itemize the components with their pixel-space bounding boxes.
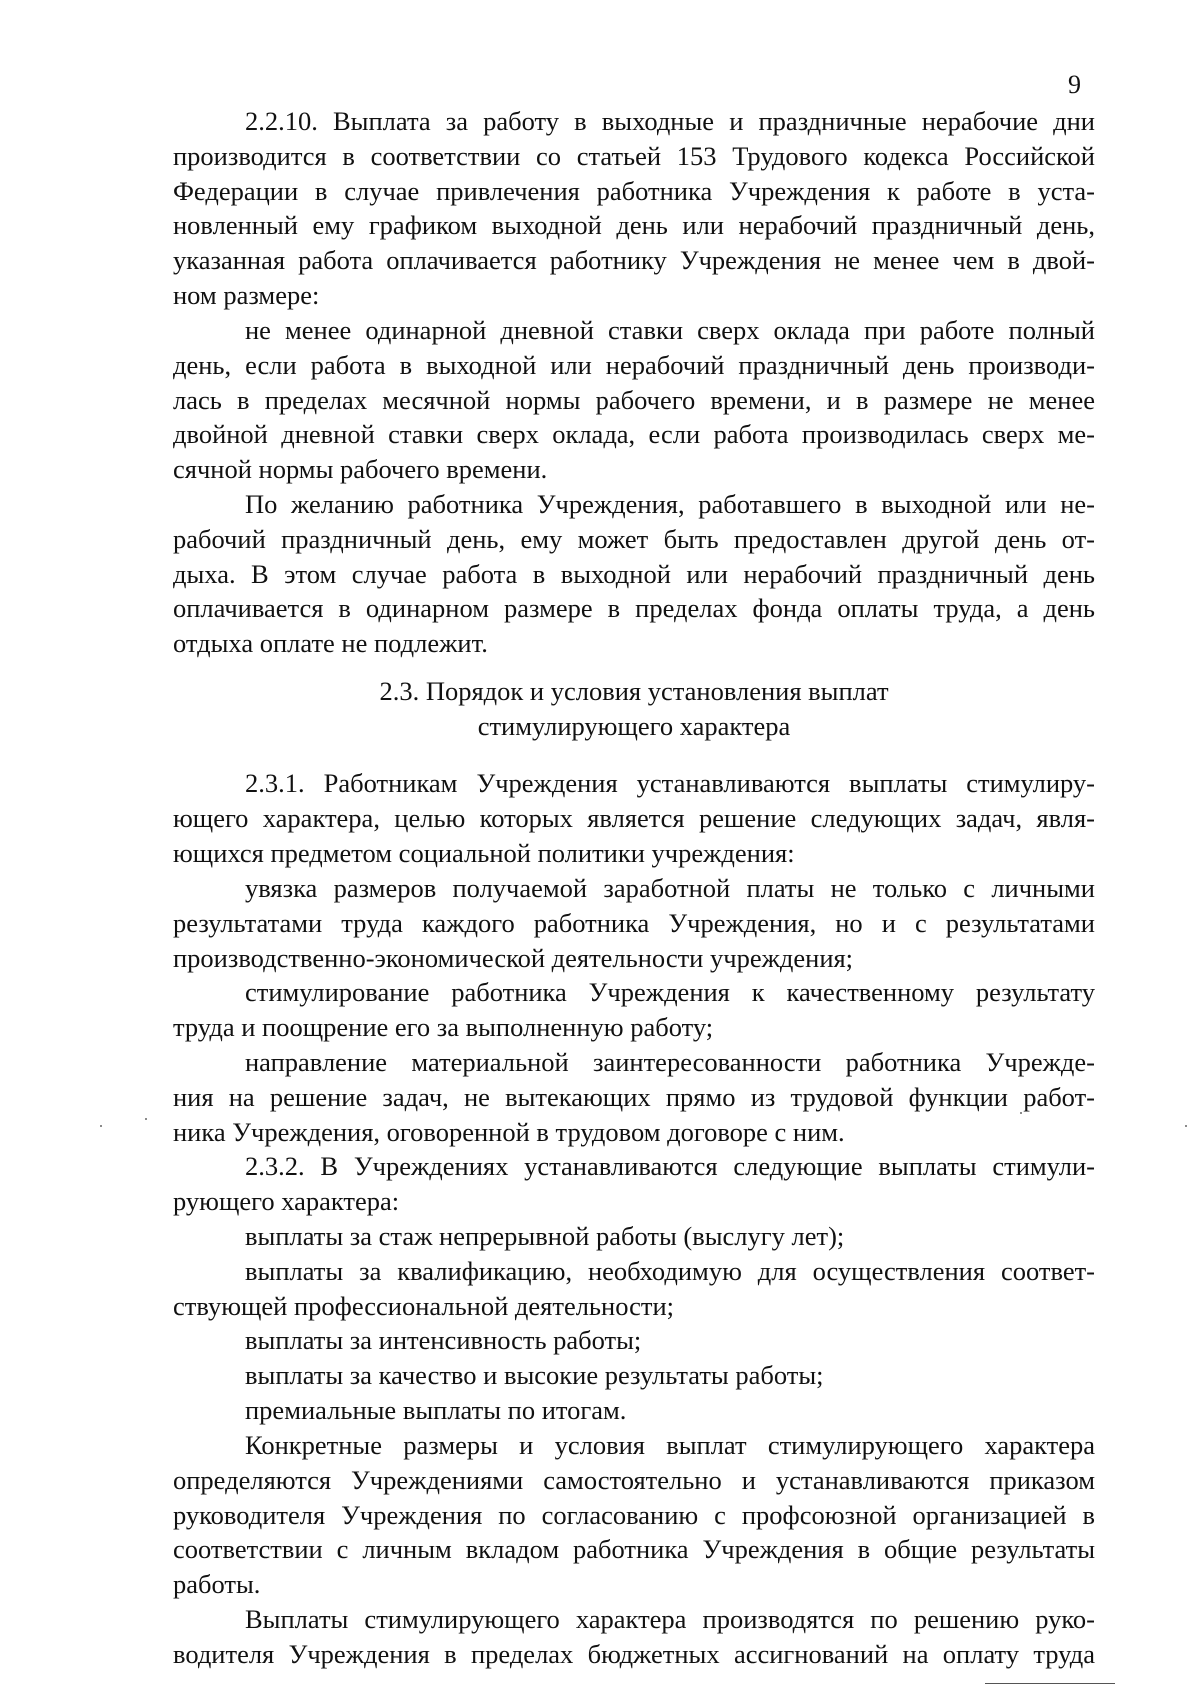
text-line: ника Учреждения, оговоренной в трудовом договоре с ним.	[173, 1116, 845, 1147]
paragraph-2-3-2	[173, 1149, 1095, 1219]
text-line: рабочий праздничный день, ему может быть предоставлен другой день от-	[173, 523, 1095, 554]
text-line: руководителя Учреждения по согласованию с профсоюзной организацией в	[173, 1499, 1095, 1530]
text-line: По желанию работника Учреждения, работавшего в выходной или не-	[245, 489, 1095, 519]
text-line: 2.3.1. Работникам Учреждения устанавливаются выплаты стимулиру-	[245, 768, 1095, 798]
text-line: оплачивается в одинарном размере в пределах фонда оплаты труда, а день	[173, 593, 1095, 624]
text-line: стимулирование работника Учреждения к качественному результату	[245, 977, 1095, 1007]
section-heading	[173, 674, 1095, 744]
scan-speck	[1185, 1125, 1187, 1127]
text-line: определяются Учреждениями самостоятельно и устанавливаются приказом	[173, 1464, 1095, 1495]
text-line: увязка размеров получаемой заработной платы не только с личными	[245, 873, 1095, 903]
text-line: выплаты за квалификацию, необходимую для осуществления соответ-	[245, 1256, 1095, 1286]
text-line: направление материальной заинтересованности работника Учрежде-	[245, 1047, 1095, 1077]
text-line: ном размере:	[173, 279, 320, 310]
paragraph-minimum-rate	[173, 313, 1095, 487]
list-item-qualification	[173, 1254, 1095, 1324]
list-item-bonus	[173, 1393, 1095, 1428]
text-line: день, если работа в выходной или нерабочий праздничный день производи-	[173, 349, 1095, 380]
text-line: лась в пределах месячной нормы рабочего времени, и в размере не менее	[173, 384, 1095, 415]
text-line: ющихся предметом социальной политики учреждения:	[173, 837, 795, 868]
text-line: труда и поощрение его за выполненную работу;	[173, 1011, 714, 1042]
scan-speck	[1020, 1112, 1022, 1114]
text-line: выплаты за интенсивность работы;	[245, 1325, 642, 1355]
text-line: Выплаты стимулирующего характера производятся по решению руко-	[245, 1604, 1095, 1634]
paragraph-specific-amounts	[173, 1428, 1095, 1602]
text-line: ющего характера, целью которых является решение следующих задач, явля-	[173, 802, 1095, 833]
text-line: премиальные выплаты по итогам.	[245, 1395, 627, 1425]
paragraph-decision	[173, 1602, 1095, 1672]
text-line: указанная работа оплачивается работнику Учреждения не менее чем в двой-	[173, 245, 1095, 276]
paragraph-direction	[173, 1045, 1095, 1149]
bottom-rule	[985, 1683, 1115, 1684]
page-number: 9	[1068, 70, 1081, 99]
paragraph-day-off	[173, 487, 1095, 661]
text-line: сячной нормы рабочего времени.	[173, 454, 548, 485]
text-line: производственно-экономической деятельности учреждения;	[173, 942, 854, 973]
text-line: производится в соответствии со статьей 153 Трудового кодекса Российской	[173, 140, 1095, 171]
paragraph-2-2-10	[173, 104, 1095, 313]
heading-line: 2.3. Порядок и условия установления выплат	[379, 676, 889, 706]
text-line: отдыха оплате не подлежит.	[173, 628, 488, 659]
text-line: Конкретные размеры и условия выплат стимулирующего характера	[245, 1430, 1095, 1460]
text-line: выплаты за качество и высокие результаты работы;	[245, 1360, 824, 1390]
text-line: ния на решение задач, не вытекающих прямо из трудовой функции работ-	[173, 1081, 1095, 1112]
text-line: рующего характера:	[173, 1185, 400, 1216]
scan-speck	[100, 1125, 102, 1127]
paragraph-2-3-1	[173, 766, 1095, 870]
text-line: дыха. В этом случае работа в выходной или нерабочий праздничный день	[173, 558, 1095, 589]
list-item-quality	[173, 1358, 1095, 1393]
text-line: работы.	[173, 1569, 261, 1600]
heading-line: стимулирующего характера	[477, 710, 791, 741]
scan-speck	[145, 1118, 147, 1120]
text-line: водителя Учреждения в пределах бюджетных ассигнований на оплату труда	[173, 1638, 1095, 1669]
text-line: 2.3.2. В Учреждениях устанавливаются следующие выплаты стимули-	[245, 1151, 1095, 1181]
text-line: Федерации в случае привлечения работника Учреждения к работе в уста-	[173, 175, 1095, 206]
text-line: выплаты за стаж непрерывной работы (выслугу лет);	[245, 1221, 845, 1251]
text-line: соответствии с личным вкладом работника Учреждения в общие результаты	[173, 1534, 1095, 1565]
list-item-seniority	[173, 1219, 1095, 1254]
text-line: результатами труда каждого работника Учреждения, но и с результатами	[173, 907, 1095, 938]
text-line: новленный ему графиком выходной день или нерабочий праздничный день,	[173, 210, 1095, 241]
text-line: 2.2.10. Выплата за работу в выходные и праздничные нерабочие дни	[245, 106, 1095, 136]
paragraph-stimulation	[173, 975, 1095, 1045]
paragraph-link-wages	[173, 871, 1095, 975]
text-line: двойной дневной ставки сверх оклада, если работа производилась сверх ме-	[173, 419, 1095, 450]
list-item-intensity	[173, 1323, 1095, 1358]
text-line: не менее одинарной дневной ставки сверх оклада при работе полный	[245, 315, 1095, 345]
text-line: ствующей профессиональной деятельности;	[173, 1290, 674, 1321]
